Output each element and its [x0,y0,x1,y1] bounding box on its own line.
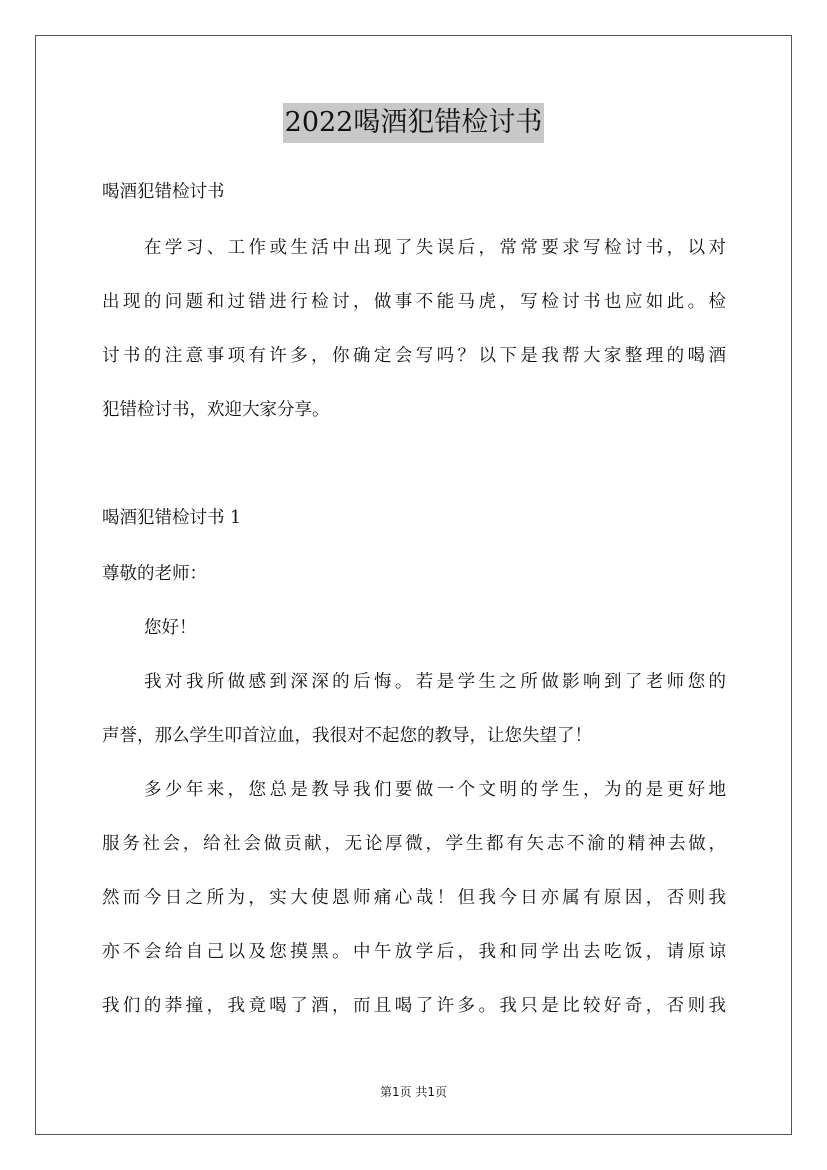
paragraph-line: 我对我所做感到深深的后悔。若是学生之所做影响到了老师您的 [144,672,726,692]
paragraph-line: 出现的问题和过错进行检讨，做事不能马虎，写检讨书也应如此。检 [102,292,726,312]
document-title: 2022喝酒犯错检讨书 [283,103,545,143]
paragraph-line: 讨书的注意事项有许多，你确定会写吗？以下是我帮大家整理的喝酒 [102,346,726,366]
paragraph-line: 声誉，那么学生叩首泣血，我很对不起您的教导，让您失望了！ [102,726,592,746]
title-container [0,103,827,143]
paragraph-line: 亦不会给自己以及您摸黑。中午放学后，我和同学出去吃饭，请原谅 [102,942,726,962]
paragraph-line: 犯错检讨书，欢迎大家分享。 [102,400,330,420]
section-heading: 喝酒犯错检讨书 1 [102,508,242,528]
greeting: 您好！ [144,618,197,638]
paragraph-line: 我们的莽撞，我竟喝了酒，而且喝了许多。我只是比较好奇，否则我 [102,996,726,1016]
paragraph-line: 多少年来，您总是教导我们要做一个文明的学生，为的是更好地 [144,780,726,800]
paragraph-line: 服务社会，给社会做贡献，无论厚微，学生都有矢志不渝的精神去做， [102,834,726,854]
page-number: 第1页 共1页 [379,1085,448,1099]
paragraph-line: 在学习、工作或生活中出现了失误后，常常要求写检讨书，以对 [144,238,726,258]
paragraph-line: 然而今日之所为，实大使恩师痛心哉！但我今日亦属有原因，否则我 [102,888,726,908]
subtitle: 喝酒犯错检讨书 [102,182,225,202]
salutation: 尊敬的老师： [102,564,207,584]
